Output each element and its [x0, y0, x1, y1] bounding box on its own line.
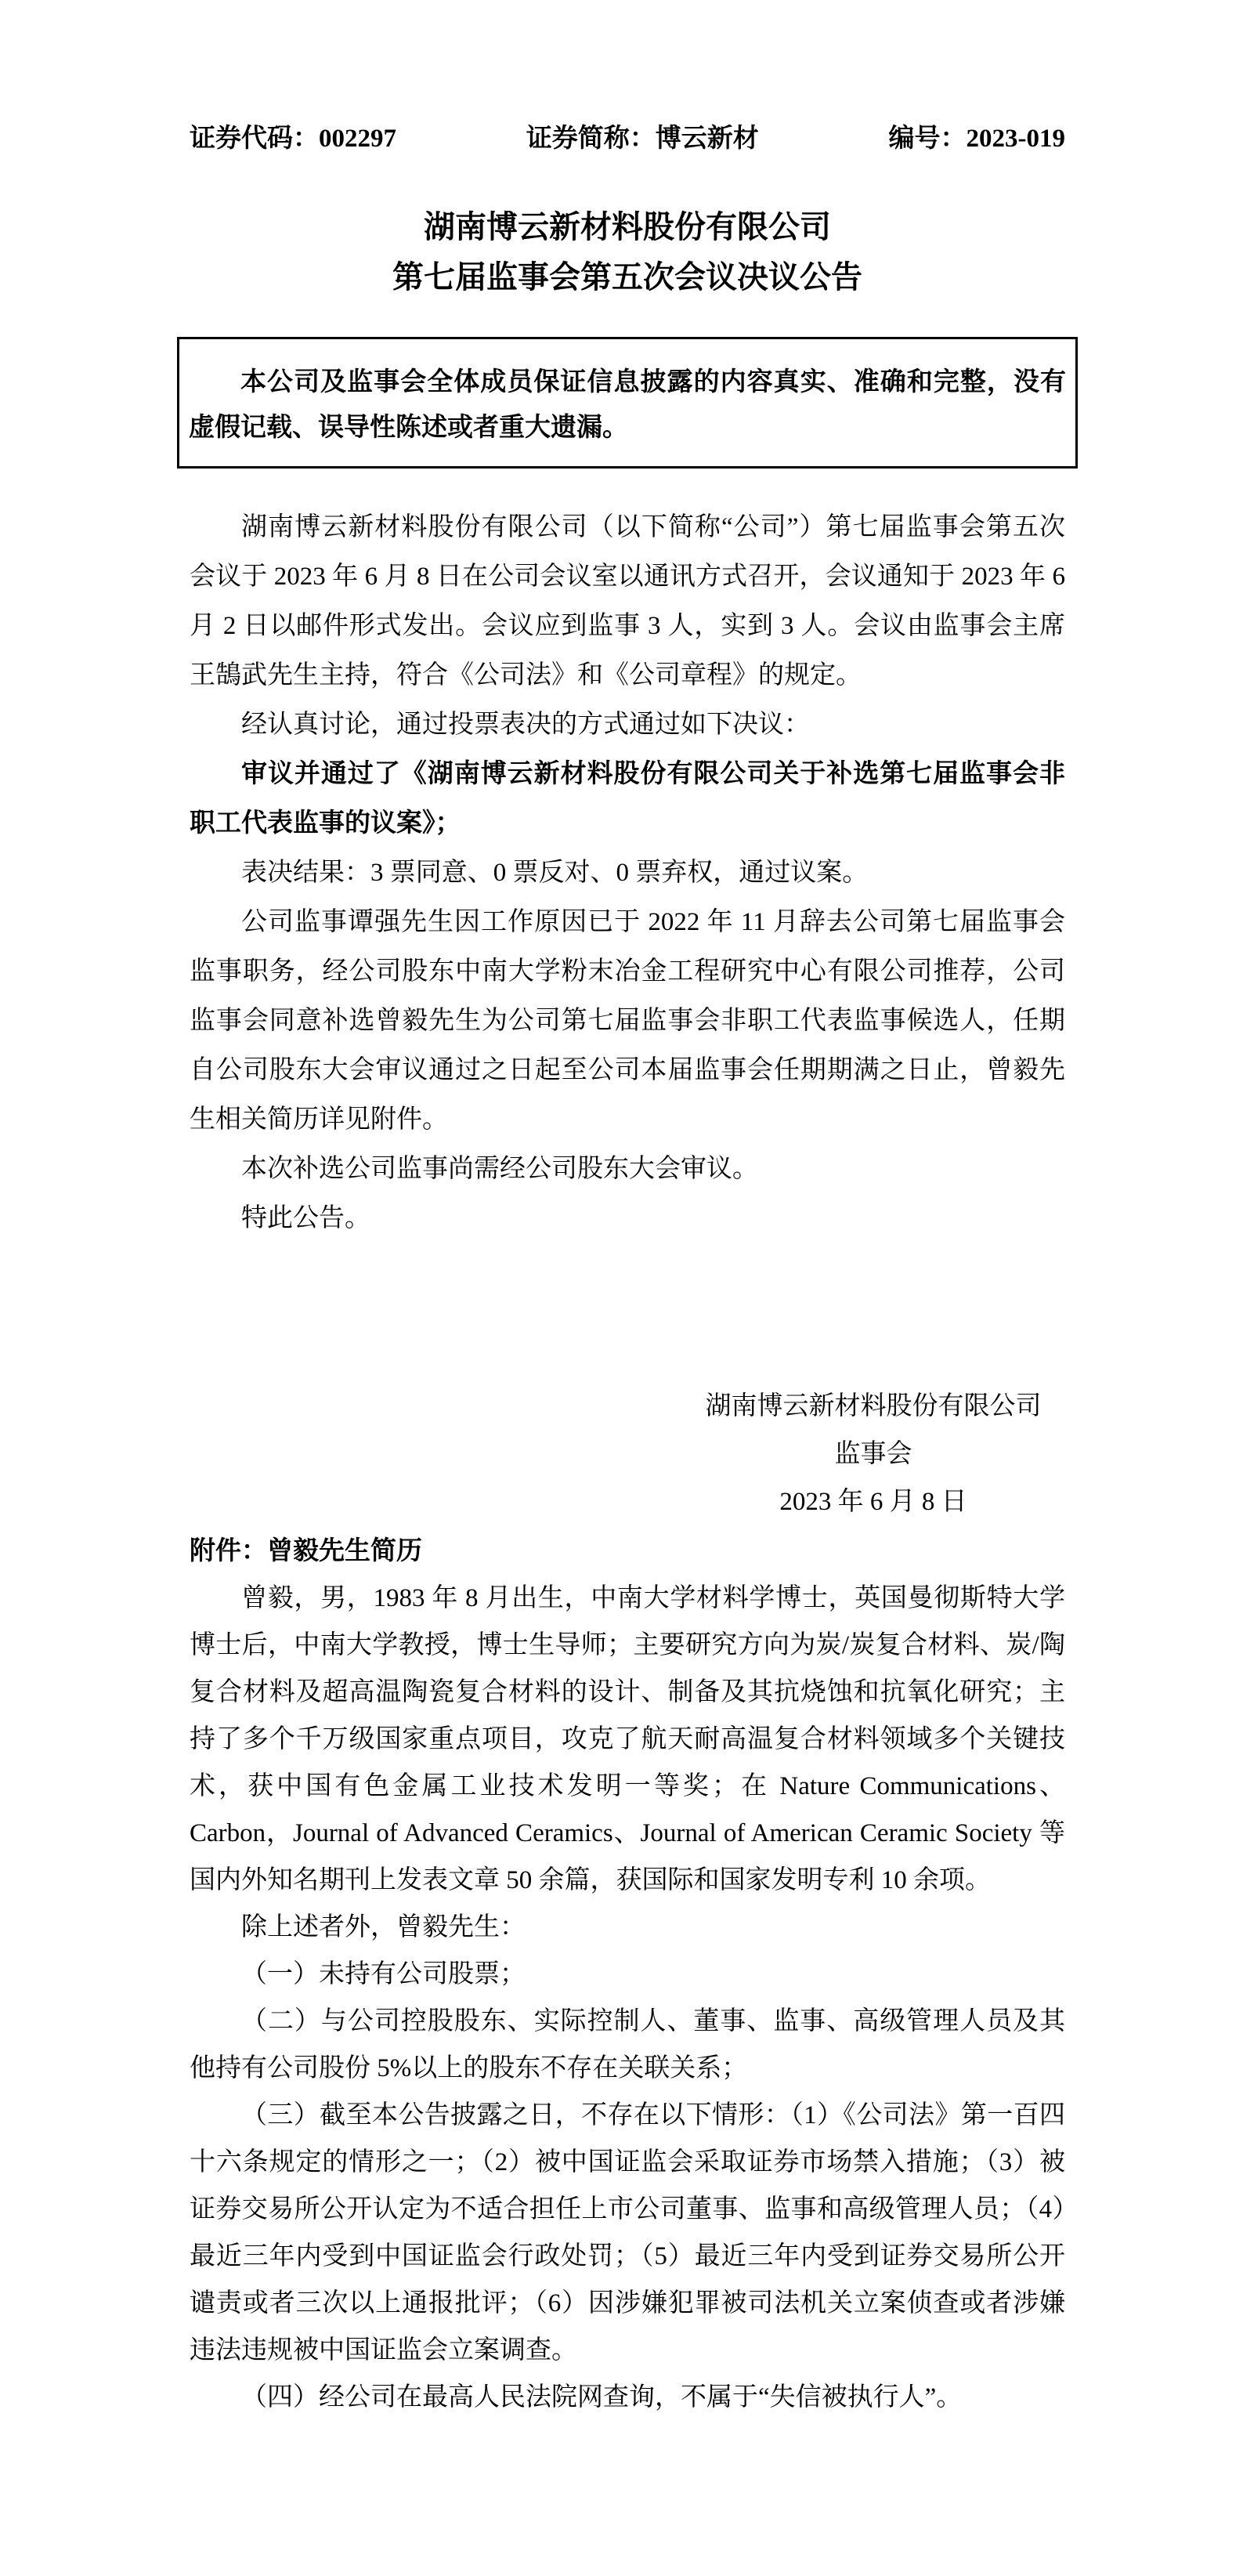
doc-number-label: 编号：2023-019 — [888, 125, 1065, 153]
closing-paragraph: 特此公告。 — [241, 1204, 370, 1232]
attachment-body — [190, 1575, 1065, 2421]
signature-company: 湖南博云新材料股份有限公司 — [705, 1392, 1042, 1420]
shareholder-review-paragraph: 本次补选公司监事尚需经公司股东大会审议。 — [241, 1155, 758, 1183]
announcement-body — [190, 503, 1065, 1243]
resolution-title-paragraph: 审议并通过了《湖南博云新材料股份有限公司关于补选第七届监事会非职工代表监事的议案》； — [190, 760, 1065, 838]
item-4-paragraph: （四）经公司在最高人民法院网查询，不属于“失信被执行人”。 — [241, 2383, 963, 2411]
signature-department: 监事会 — [834, 1440, 912, 1468]
securities-header-row — [190, 122, 1065, 155]
vote-result-paragraph: 表决结果：3 票同意、0 票反对、0 票弃权，通过议案。 — [241, 859, 869, 887]
supervisor-change-paragraph: 公司监事谭强先生因工作原因已于 2022 年 11 月辞去公司第七届监事会监事职务，经公司股东中南大学粉末冶金工程研究中心有限公司推荐，公司监事会同意补选曾毅先生为公司第七届监事会非职工代表监事候选人，任期自公司股东大会审议通过之日起至公司本届监事会任期期满之日止，曾毅先生相关简历详见附件。 — [190, 908, 1065, 1134]
attachment-heading: 附件：曾毅先生简历 — [190, 1537, 422, 1565]
meeting-info-paragraph: 湖南博云新材料股份有限公司（以下简称“公司”）第七届监事会第五次会议于 2023 年 6 月 8 日在公司会议室以通讯方式召开，会议通知于 2023 年 6 月 2 日以邮件形式发出。会议应到监事 3 人，实到 3 人。会议由监事会主席王鵠武先生主持，符合《公司法》和《公司章程》的规定。 — [190, 513, 1066, 689]
resolution-intro-paragraph: 经认真讨论，通过投票表决的方式通过如下决议： — [241, 711, 810, 739]
signature-block — [689, 1383, 1057, 1526]
signature-date: 2023 年 6 月 8 日 — [779, 1488, 967, 1516]
item-2-paragraph: （二）与公司控股股东、实际控制人、董事、监事、高级管理人员及其他持有公司股份 5%以上的股东不存在关联关系； — [190, 2007, 1065, 2082]
besides-intro-paragraph: 除上述者外，曾毅先生： — [241, 1913, 526, 1941]
document-title — [190, 202, 1065, 302]
item-1-paragraph: （一）未持有公司股票； — [241, 1960, 526, 1988]
item-3-paragraph: （三）截至本公告披露之日，不存在以下情形：（1）《公司法》第一百四十六条规定的情形之一；（2）被中国证监会采取证券市场禁入措施；（3）被证券交易所公开认定为不适合担任上市公司董事、监事和高级管理人员；（4）最近三年内受到中国证监会行政处罚；（5）最近三年内受到证券交易所公开谴责或者三次以上通报批评；（6）因涉嫌犯罪被司法机关立案侦查或者涉嫌违法违规被中国证监会立案调查。 — [190, 2101, 1065, 2364]
announcement-title: 第七届监事会第五次会议决议公告 — [392, 259, 862, 295]
company-name-title: 湖南博云新材料股份有限公司 — [424, 209, 831, 244]
disclaimer-text: 本公司及监事会全体成员保证信息披露的内容真实、准确和完整，没有虚假记载、误导性陈述或者重大遗漏。 — [189, 368, 1066, 442]
disclaimer-box — [177, 337, 1078, 469]
stock-code-label: 证券代码：002297 — [190, 125, 396, 153]
stock-abbr-label: 证券简称：博云新材 — [526, 125, 759, 153]
resume-paragraph: 曾毅，男，1983 年 8 月出生，中南大学材料学博士，英国曼彻斯特大学博士后，中南大学教授，博士生导师；主要研究方向为炭/炭复合材料、炭/陶复合材料及超高温陶瓷复合材料的设计、制备及其抗烧蚀和抗氧化研究；主持了多个千万级国家重点项目，攻克了航天耐高温复合材料领域多个关键技术，获中国有色金属工业技术发明一等奖；在 Nature Communications、Carbon，Journal of Advanced Ceramics、Journal of American Ceramic Society 等国内外知名期刊上发表文章 50 余篇，获国际和国家发明专利 10 余项。 — [190, 1584, 1065, 1894]
